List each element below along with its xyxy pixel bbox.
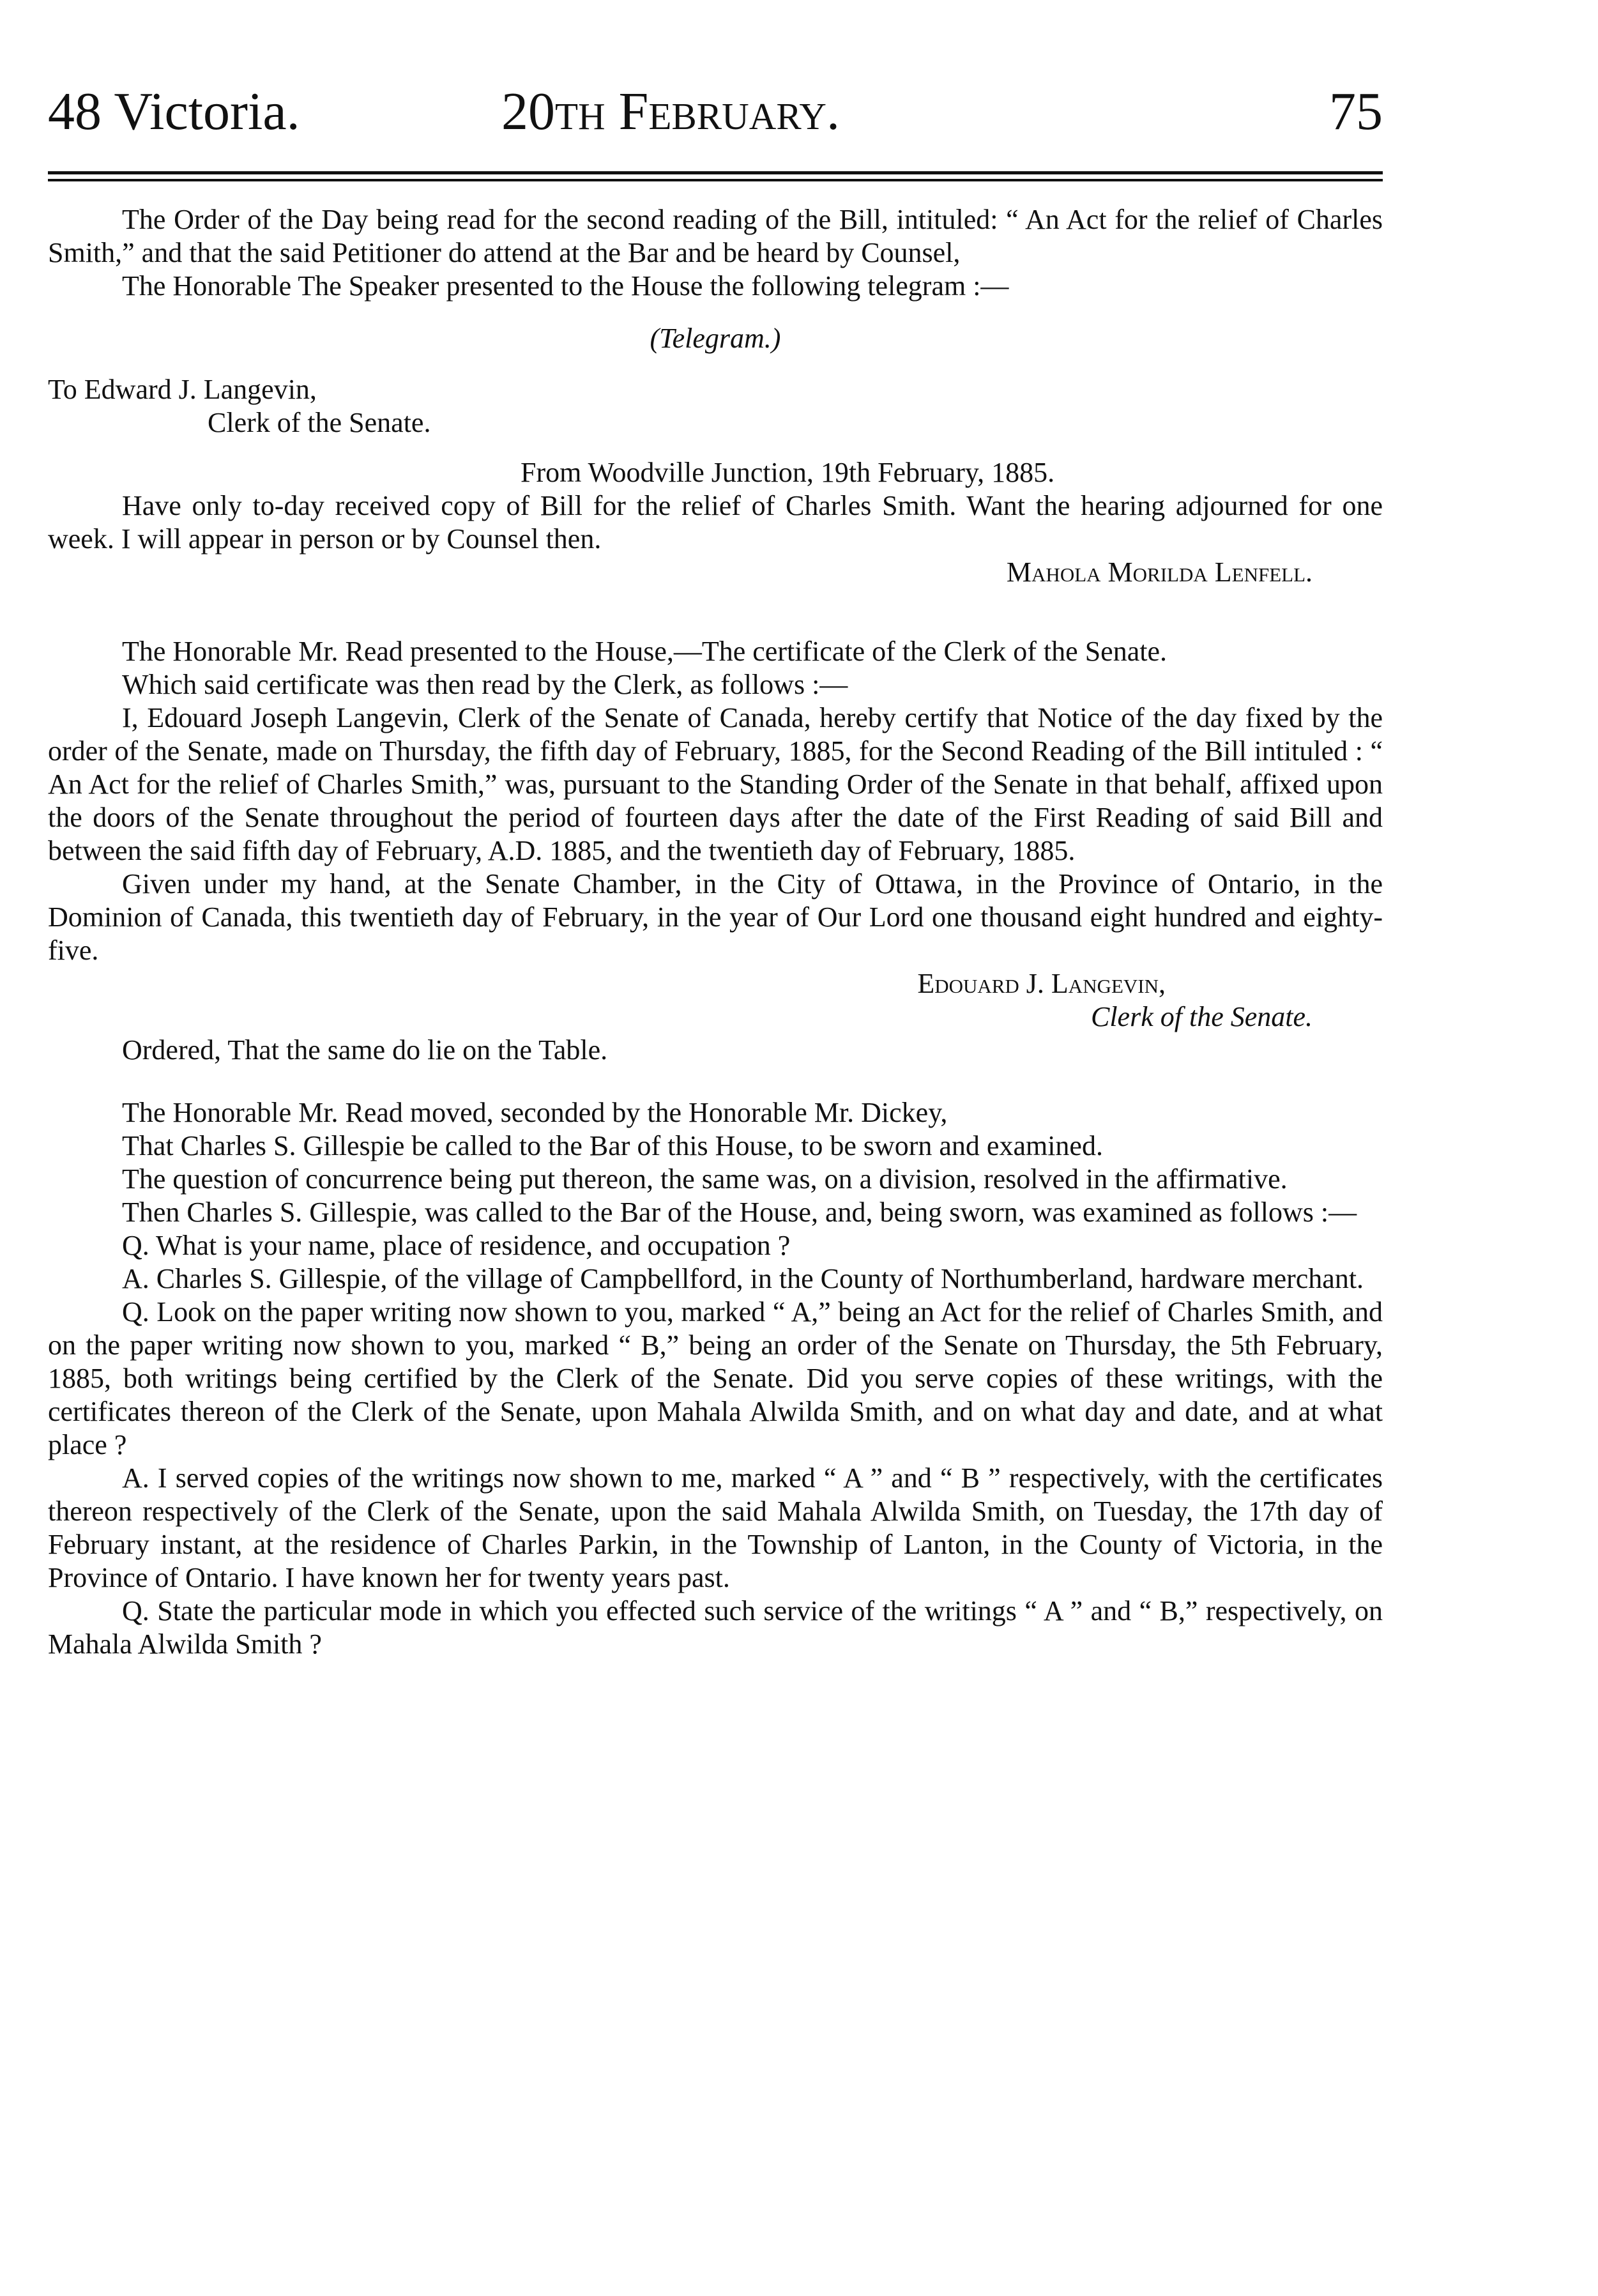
speaker-telegram-paragraph: The Honorable The Speaker presented to the House the following telegram :— [122,270,1009,302]
question-2: Q. Look on the paper writing now shown to you, marked “ A,” being an Act for the relief of Charles Smith, and on the paper writing now shown to you, marked “ B,” being an order of the Senate on Thursday, the 5th February, 1885, both writings being certified by the Clerk of the Senate. Did you serve copies of these writings, with the certificates thereon of the Clerk of the Senate, upon Mahala Alwilda Smith, and on what day and date, and at what place ? [48,1296,1383,1460]
page-header [48,77,1383,153]
certificate-signature: Edouard J. Langevin, [917,968,1166,999]
examination-paragraph: Then Charles S. Gillespie, was called to the Bar of the House, and, being sworn, was examined as follows :— [122,1197,1357,1228]
concurrence-paragraph: The question of concurrence being put thereon, the same was, on a division, resolved in the affirmative. [122,1163,1288,1195]
telegram-origin: From Woodville Junction, 19th February, 1885. [521,457,1055,488]
ordered-paragraph: Ordered, That the same do lie on the Table. [122,1034,608,1066]
journal-body [48,203,1383,1661]
telegram-signature: Mahola Morilda Lenfell. [1006,556,1313,588]
date-heading: 20th February. [501,82,841,141]
header-rule-bottom [48,179,1383,181]
order-of-day-paragraph: The Order of the Day being read for the second reading of the Bill, intituled: “ An Act for the relief of Charles Smith,” and that the said Petitioner do attend at the Bar and be heard by Counsel, [48,204,1383,268]
question-1: Q. What is your name, place of residence, and occupation ? [122,1230,791,1261]
answer-1: A. Charles S. Gillespie, of the village of Campbellford, in the County of Northumberland, hardware merchant. [122,1263,1364,1294]
certificate-read-paragraph: Which said certificate was then read by the Clerk, as follows :— [122,669,848,700]
certificate-signature-title: Clerk of the Senate. [1090,1001,1313,1032]
telegram-addressee: To Edward J. Langevin, [48,374,317,405]
telegram-label: (Telegram.) [650,323,781,354]
question-3: Q. State the particular mode in which you effected such service of the writings “ A ” and “ B,” respectively, on Mahala Alwilda Smith ? [48,1595,1383,1660]
header-rule-top [48,171,1383,174]
telegram-message: Have only to-day received copy of Bill for the relief of Charles Smith. Want the hearing adjourned for one week. I will appear in person or by Counsel then. [48,490,1383,555]
telegram-addressee-title: Clerk of the Senate. [208,407,431,438]
session-label: 48 Victoria. [48,82,300,141]
answer-2: A. I served copies of the writings now shown to me, marked “ A ” and “ B ” respectively, with the certificates thereon respectively of the Clerk of the Senate, upon the said Mahala Alwilda Smith, on Tuesday, the 17th day of February instant, at the residence of Charles Parkin, in the Township of Lanton, in the County of Victoria, in the Province of Ontario. I have known her for twenty years past. [48,1462,1383,1593]
certificate-given-paragraph: Given under my hand, at the Senate Chamber, in the City of Ottawa, in the Province of Ontario, in the Dominion of Canada, this twentieth day of February, in the year of Our Lord one thousand eight hundred and eighty-five. [48,868,1383,966]
motion-paragraph: The Honorable Mr. Read moved, seconded by the Honorable Mr. Dickey, [122,1097,948,1128]
certificate-presented-paragraph: The Honorable Mr. Read presented to the House,—The certificate of the Clerk of the Senate. [122,636,1167,667]
motion-text-paragraph: That Charles S. Gillespie be called to the Bar of this House, to be sworn and examined. [122,1130,1103,1161]
certificate-text: I, Edouard Joseph Langevin, Clerk of the Senate of Canada, hereby certify that Notice of the day fixed by the order of the Senate, made on Thursday, the fifth day of February, 1885, for the Second Reading of the Bill intituled : “ An Act for the relief of Charles Smith,” was, pursuant to the Standing Order of the Senate in that behalf, affixed upon the doors of the Senate throughout the period of fourteen days after the date of the First Reading of said Bill and between the said fifth day of February, A.D. 1885, and the twentieth day of February, 1885. [48,702,1383,866]
page-number: 75 [1329,82,1383,141]
